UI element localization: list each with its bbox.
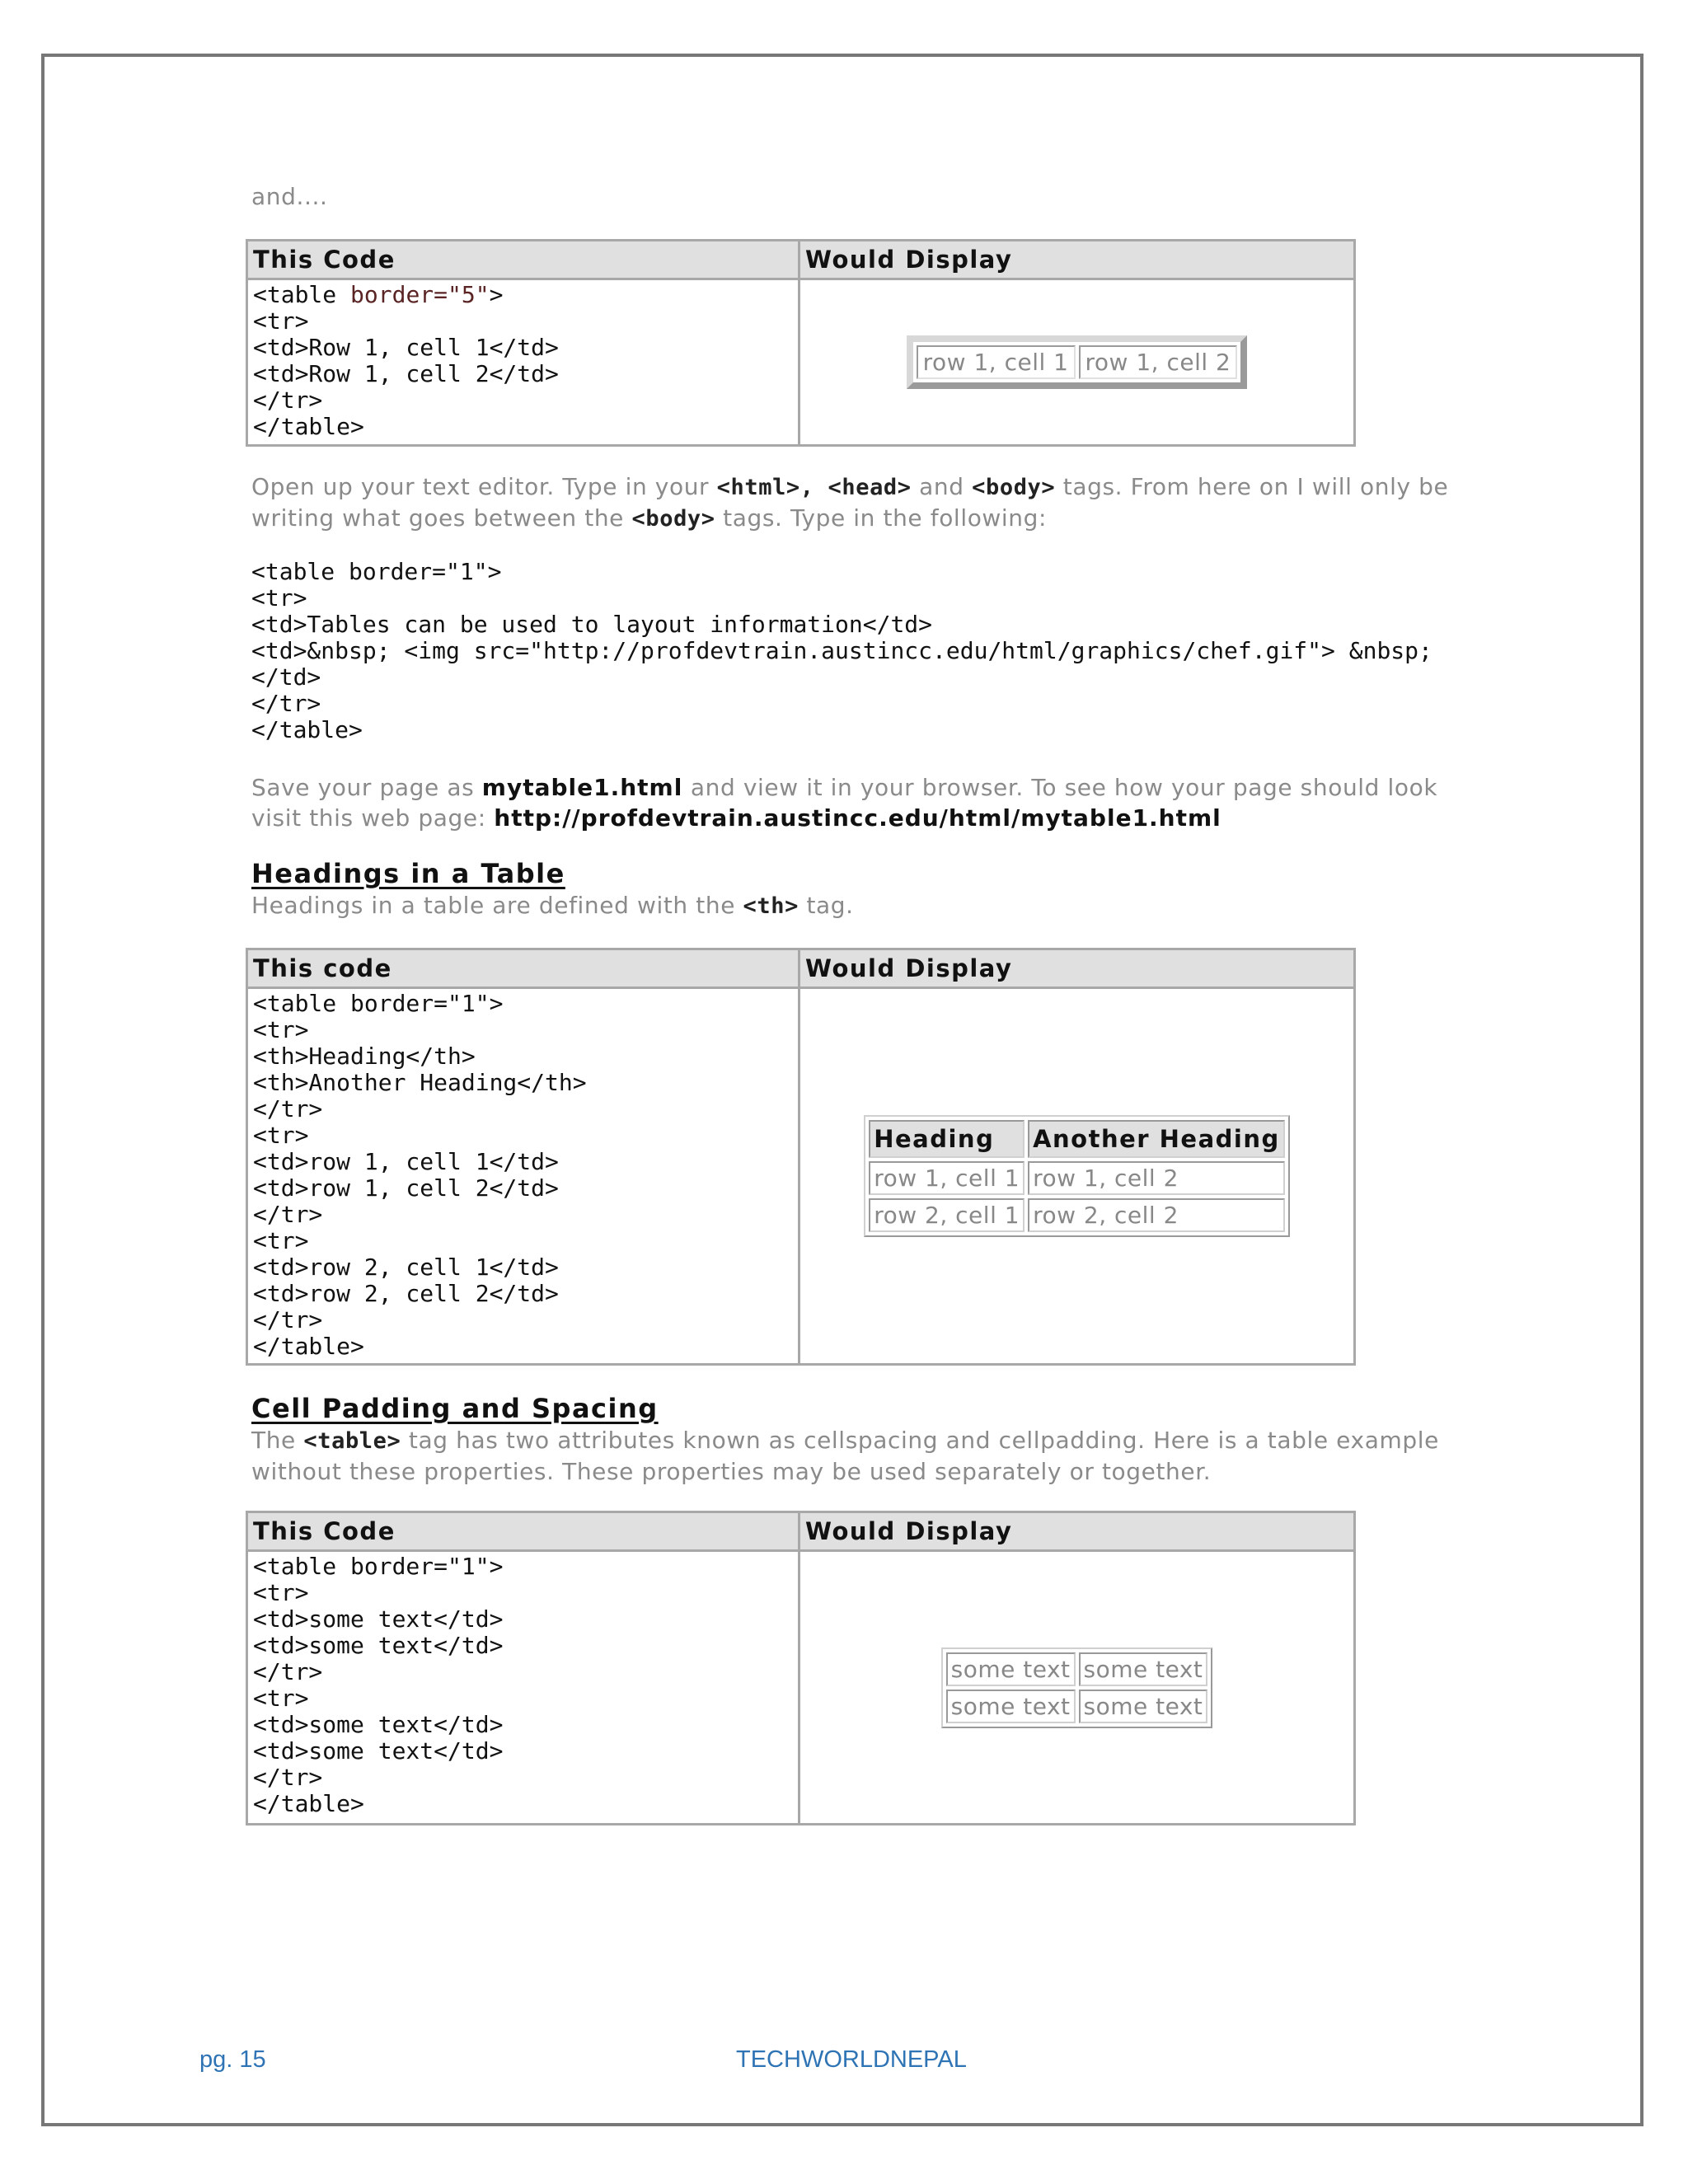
text-span: Headings in a table are defined with the bbox=[251, 892, 743, 919]
code-line: <table border="1"> bbox=[253, 990, 504, 1017]
footer-site-name: TECHWORLDNEPAL bbox=[736, 2046, 967, 2073]
example-table-some-text bbox=[246, 1511, 1356, 1825]
column-header-display: Would Display bbox=[799, 1512, 1355, 1551]
code-attribute: border="5" bbox=[350, 281, 490, 308]
code-line: </tr> bbox=[253, 1658, 323, 1685]
intro-text: and.... bbox=[251, 183, 328, 210]
code-line: <tr> bbox=[253, 1016, 309, 1043]
rendered-cell: row 1, cell 2 bbox=[1028, 1161, 1285, 1195]
code-line: </tr> bbox=[253, 1764, 323, 1791]
reference-url: http://profdevtrain.austincc.edu/html/mytable1.html bbox=[494, 804, 1221, 832]
rendered-table-border-5 bbox=[907, 335, 1248, 389]
code-line: </tr> bbox=[253, 1201, 323, 1228]
code-line: <td>some text</td> bbox=[253, 1737, 504, 1765]
code-line: <tr> bbox=[253, 1685, 309, 1712]
text-span: and view it in your browser. To see how your page should look visit this web page: bbox=[251, 774, 1438, 832]
code-line: <td>some text</td> bbox=[253, 1632, 504, 1659]
column-header-display: Would Display bbox=[799, 949, 1355, 988]
code-line: <table bbox=[253, 281, 351, 308]
rendered-heading-cell: Another Heading bbox=[1028, 1120, 1285, 1158]
inline-code: <th> bbox=[743, 893, 799, 919]
text-span: tags. From here on I will only be writing what goes between the bbox=[251, 473, 1449, 532]
text-span: and bbox=[911, 473, 973, 500]
rendered-cell: row 1, cell 2 bbox=[1079, 345, 1238, 379]
code-line: <tr> bbox=[253, 307, 309, 335]
display-cell bbox=[799, 1551, 1355, 1825]
rendered-cell: some text bbox=[1079, 1652, 1208, 1686]
page-number: pg. 15 bbox=[199, 2046, 266, 2073]
rendered-table-some-text bbox=[941, 1647, 1213, 1728]
column-header-code: This Code bbox=[247, 1512, 799, 1551]
code-line: <td>some text</td> bbox=[253, 1605, 504, 1633]
rendered-cell: row 1, cell 1 bbox=[869, 1161, 1025, 1195]
code-line: <th>Heading</th> bbox=[253, 1043, 476, 1070]
code-line: <tr> bbox=[253, 1122, 309, 1149]
inline-code: <body> bbox=[972, 475, 1056, 500]
text-span: The bbox=[251, 1427, 304, 1454]
inline-code: <table> bbox=[303, 1428, 401, 1454]
code-line: <td>row 1, cell 2</td> bbox=[253, 1174, 559, 1202]
inline-code: <head> bbox=[828, 475, 912, 500]
inline-code: <body> bbox=[631, 506, 715, 532]
save-instructions bbox=[251, 772, 1488, 833]
code-line: </tr> bbox=[253, 1306, 323, 1333]
rendered-cell: row 1, cell 1 bbox=[917, 345, 1076, 379]
display-cell bbox=[799, 988, 1355, 1365]
display-cell bbox=[799, 279, 1355, 446]
example-table-headings bbox=[246, 948, 1356, 1366]
rendered-cell: some text bbox=[1079, 1690, 1208, 1723]
code-line: <td>row 2, cell 2</td> bbox=[253, 1280, 559, 1307]
filename: mytable1.html bbox=[481, 774, 683, 801]
rendered-cell: some text bbox=[946, 1690, 1076, 1723]
code-line: <td>row 2, cell 1</td> bbox=[253, 1254, 559, 1281]
column-header-code: This code bbox=[247, 949, 799, 988]
rendered-heading-cell: Heading bbox=[869, 1120, 1025, 1158]
code-line: <td>Row 1, cell 1</td> bbox=[253, 334, 559, 361]
rendered-cell: some text bbox=[946, 1652, 1076, 1686]
rendered-cell: row 2, cell 2 bbox=[1028, 1198, 1285, 1232]
code-line: </table> bbox=[253, 413, 364, 440]
text-span: tag. bbox=[798, 892, 854, 919]
code-cell bbox=[247, 1551, 799, 1825]
text-span: tags. Type in the following: bbox=[715, 504, 1048, 532]
code-example-block: <table border="1"> <tr> <td>Tables can be used to layout information</td> <td>&nbsp; <img src="http://profdevtrain.austincc.edu/html/graphics/chef.gif"> &nbsp; </td> </tr> </table> bbox=[251, 558, 1432, 743]
rendered-table-headings bbox=[864, 1115, 1290, 1237]
text-span: tag has two attributes known as cellspacing and cellpadding. Here is a table example without these properties. These properties may be used separately or together. bbox=[251, 1427, 1439, 1485]
text-span: Save your page as bbox=[251, 774, 482, 801]
rendered-cell: row 2, cell 1 bbox=[869, 1198, 1025, 1232]
section-heading-headings: Headings in a Table bbox=[251, 858, 565, 889]
column-header-code: This Code bbox=[247, 241, 799, 279]
code-line: <table border="1"> bbox=[253, 1553, 504, 1580]
code-line: > bbox=[489, 281, 504, 308]
code-line: </table> bbox=[253, 1790, 364, 1817]
headings-description bbox=[251, 890, 1488, 921]
code-line: <td>row 1, cell 1</td> bbox=[253, 1148, 559, 1175]
inline-code: <html>, bbox=[716, 475, 828, 500]
code-line: </table> bbox=[253, 1333, 364, 1360]
section-heading-padding: Cell Padding and Spacing bbox=[251, 1393, 659, 1424]
column-header-display: Would Display bbox=[799, 241, 1355, 279]
padding-description bbox=[251, 1425, 1488, 1487]
code-cell bbox=[247, 279, 799, 446]
code-line: </tr> bbox=[253, 387, 323, 414]
code-cell bbox=[247, 988, 799, 1365]
code-line: <tr> bbox=[253, 1579, 309, 1606]
code-line: <tr> bbox=[253, 1227, 309, 1254]
example-table-border-5 bbox=[246, 239, 1356, 447]
code-line: <th>Another Heading</th> bbox=[253, 1069, 587, 1096]
code-line: </tr> bbox=[253, 1095, 323, 1122]
code-line: <td>some text</td> bbox=[253, 1711, 504, 1738]
instruction-paragraph bbox=[251, 471, 1488, 534]
code-line: <td>Row 1, cell 2</td> bbox=[253, 360, 559, 387]
text-span: Open up your text editor. Type in your bbox=[251, 473, 717, 500]
